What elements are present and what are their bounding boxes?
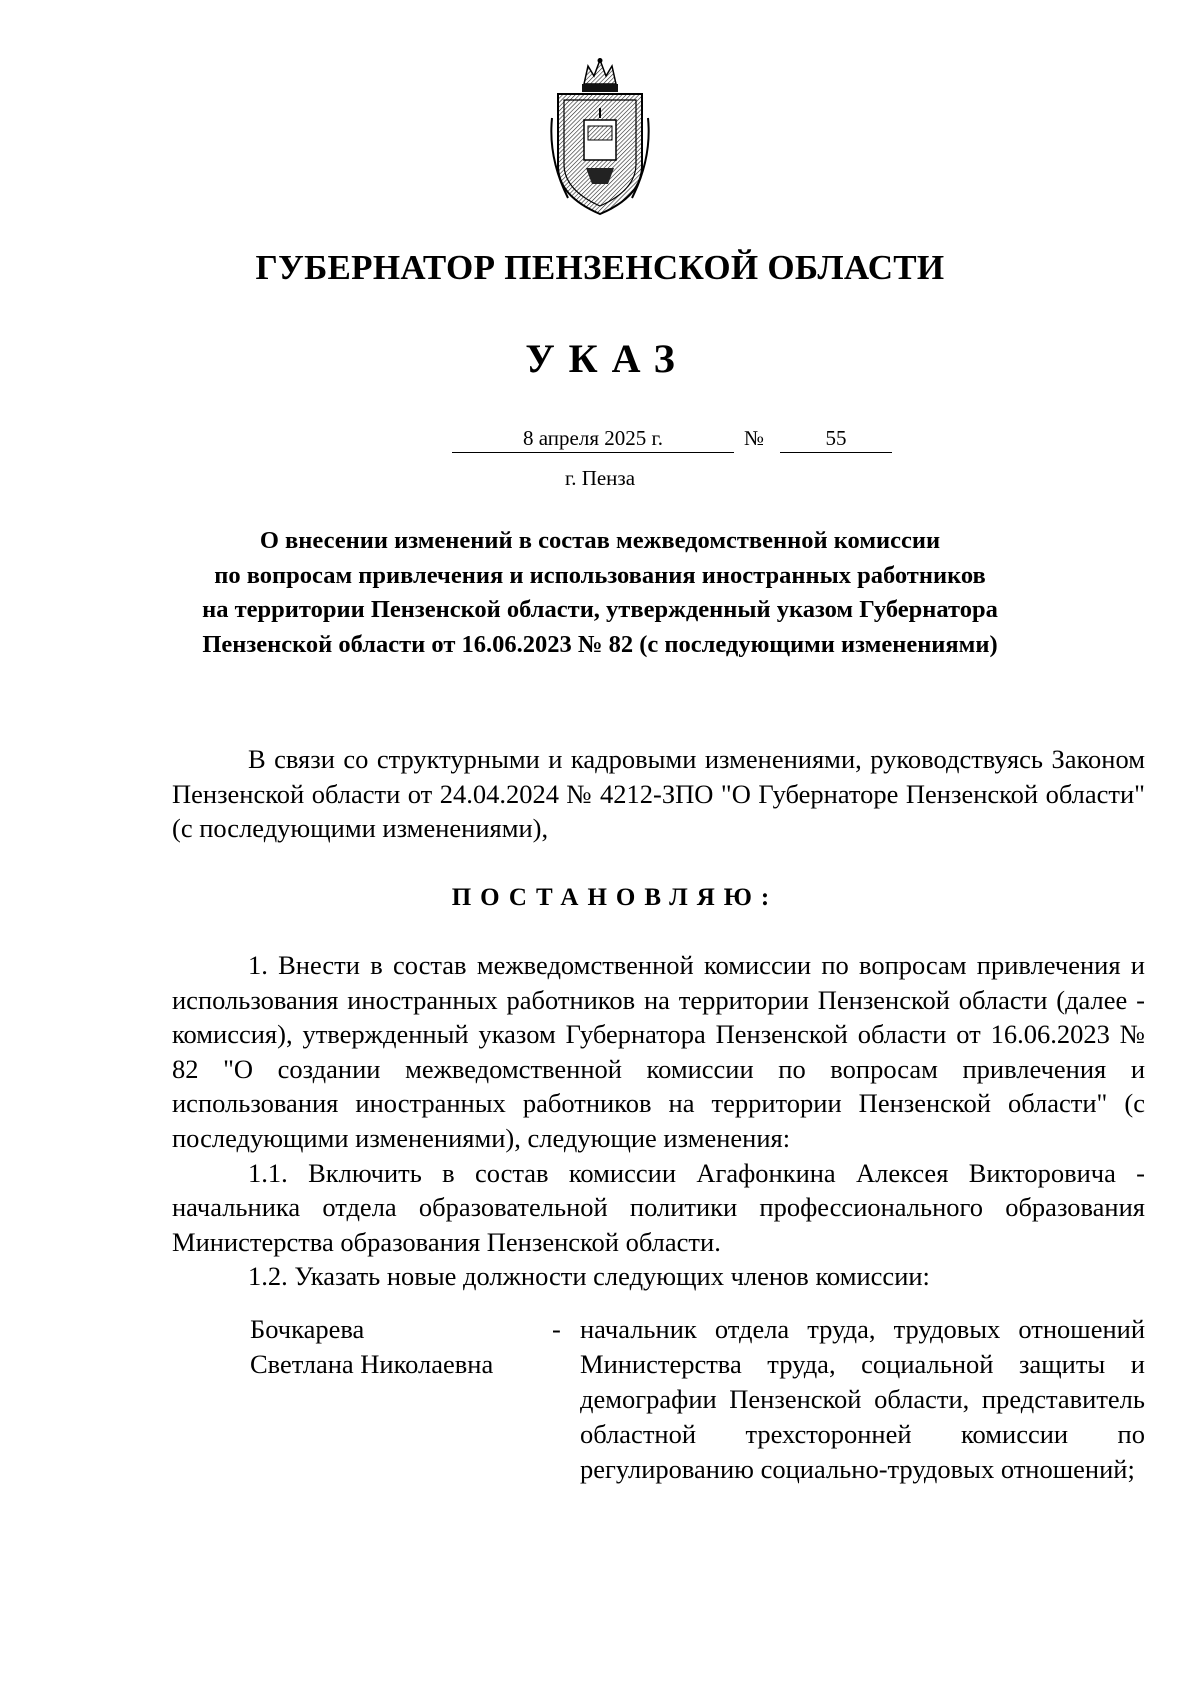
item-1: 1. Внести в состав межведомственной комиссии по вопросам привлечения и использования иностранных работников на территории Пензенской области (далее - комиссия), утвержденный указом Губернатора Пензенской области от 16.06.2023 № 82 "О создании межведомственной комиссии по вопросам привлечения и использования иностранных работников на территории Пензенской области" (с последующими изменениями), следующие изменения: bbox=[172, 950, 1145, 1153]
document-type: УКАЗ bbox=[525, 336, 689, 381]
penza-coat-of-arms-icon bbox=[548, 58, 652, 218]
preamble-paragraph: В связи со структурными и кадровыми изменениями, руководствуясь Законом Пензенской области от 24.04.2024 № 4212-ЗПО "О Губернаторе Пензенской области" (с последующими изменениями), bbox=[172, 744, 1145, 844]
title-line: Пензенской области от 16.06.2023 № 82 (с последующими изменениями) bbox=[202, 630, 998, 658]
member-surname: Бочкарева bbox=[250, 1314, 365, 1344]
item-1-1: 1.1. Включить в состав комиссии Агафонкина Алексея Викторовича - начальника отдела образовательной политики профессионального образования Министерства образования Пензенской области. bbox=[172, 1157, 1145, 1257]
document-number: 55 bbox=[780, 424, 892, 453]
item-1-2: 1.2. Указать новые должности следующих членов комиссии: bbox=[248, 1261, 930, 1292]
title-line: О внесении изменений в состав межведомственной комиссии bbox=[259, 527, 941, 554]
issuing-authority: ГУБЕРНАТОР ПЕНЗЕНСКОЙ ОБЛАСТИ bbox=[255, 248, 945, 287]
title-line: по вопросам привлечения и использования иностранных работников bbox=[214, 561, 986, 589]
number-sign: № bbox=[744, 426, 765, 450]
member-name bbox=[250, 1312, 560, 1382]
document-title bbox=[150, 524, 1050, 662]
title-line: на территории Пензенской области, утвержденный указом Губернатора bbox=[202, 596, 998, 623]
resolution-items bbox=[172, 948, 1145, 1294]
member-given-names: Светлана Николаевна bbox=[250, 1349, 494, 1379]
member-role: начальник отдела труда, трудовых отношений Министерства труда, социальной защиты и демографии Пензенской области, представитель областной трехсторонней комиссии по регулированию социально-трудовых отношений; bbox=[580, 1314, 1145, 1484]
preamble bbox=[172, 742, 1145, 846]
document-date: 8 апреля 2025 г. bbox=[452, 424, 734, 453]
issue-city: г. Пенза bbox=[564, 466, 636, 490]
resolve-heading: ПОСТАНОВЛЯЮ: bbox=[451, 884, 779, 911]
member-dash: - bbox=[552, 1314, 561, 1344]
